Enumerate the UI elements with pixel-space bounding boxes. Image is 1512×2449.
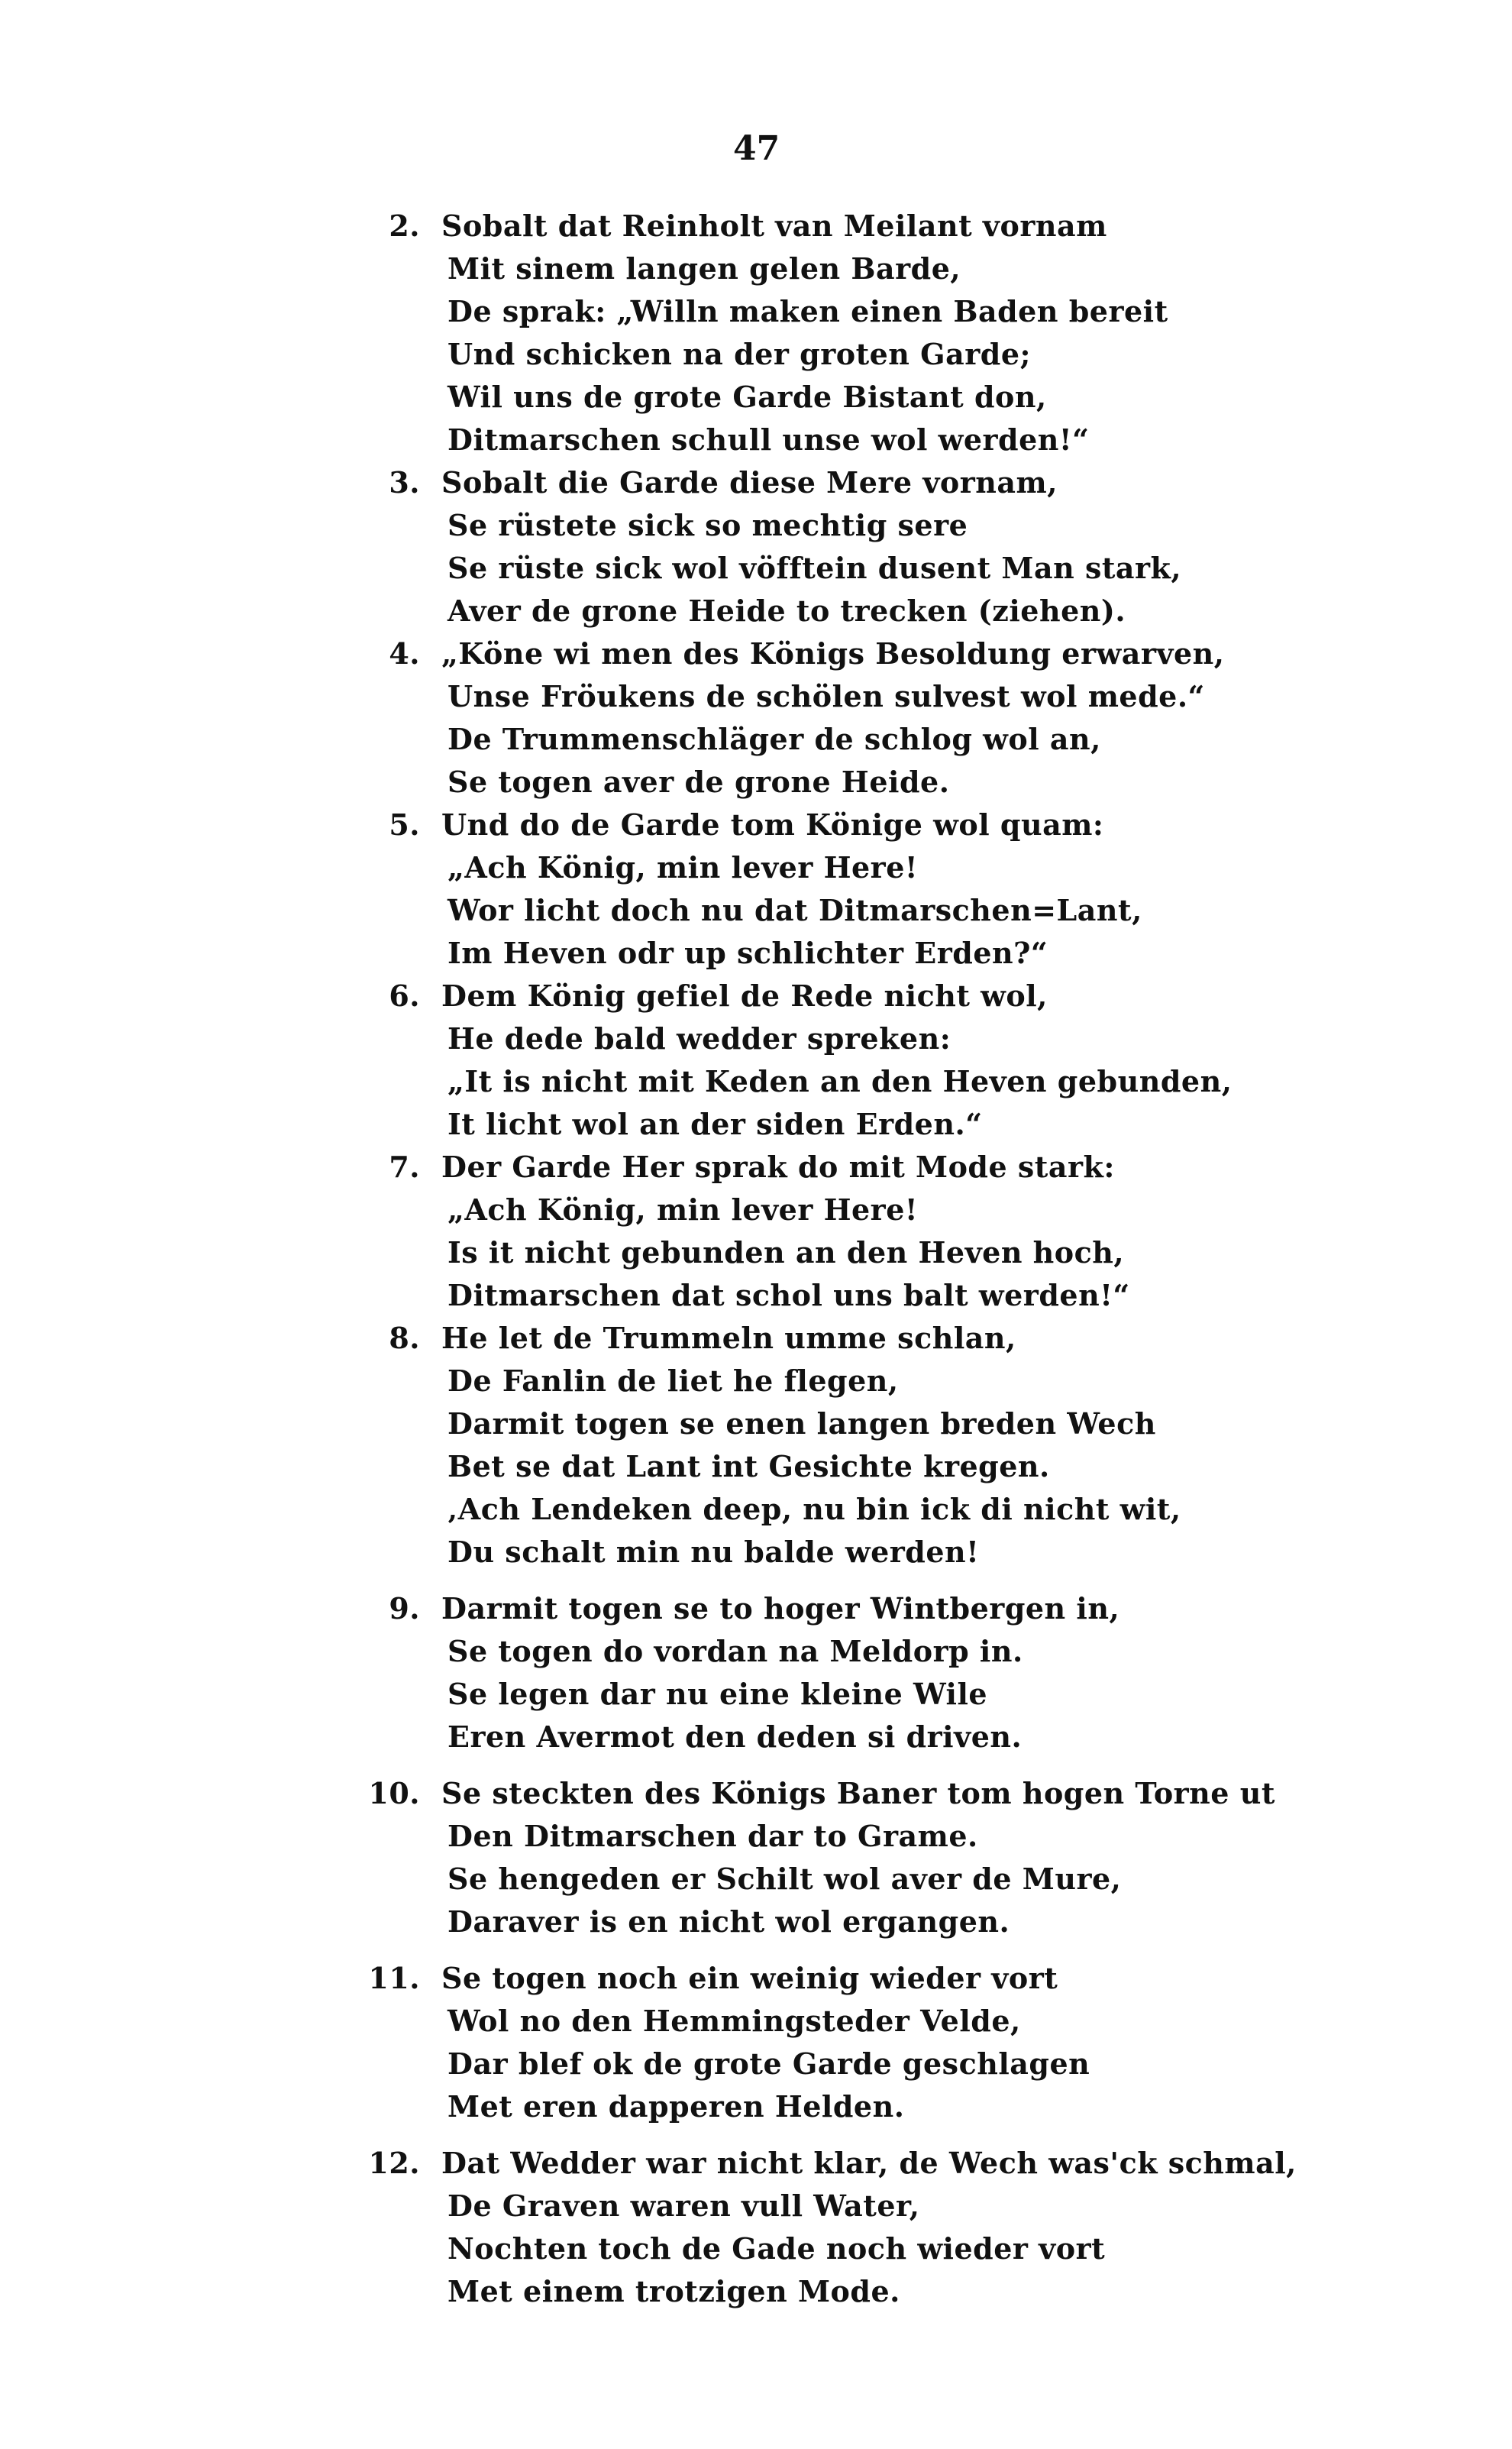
stanza — [359, 205, 1306, 461]
verse-text: Nochten toch de Gade noch wieder vort — [447, 2231, 1106, 2266]
verse-line — [359, 1488, 1306, 1531]
verse-text: Aver de grone Heide to trecken (ziehen). — [447, 594, 1126, 628]
verse-line — [359, 1317, 1306, 1360]
verse-text: Eren Avermot den deden si driven. — [447, 1719, 1023, 1754]
stanza-number: 11. — [368, 1961, 420, 1995]
stanza — [359, 1146, 1306, 1317]
verse-line — [359, 376, 1306, 419]
verse-text: Sobalt die Garde diese Mere vornam, — [441, 465, 1058, 500]
poem-body — [359, 205, 1306, 2313]
verse-line — [359, 761, 1306, 804]
verse-line — [359, 1630, 1306, 1673]
verse-text: Wol no den Hemmingsteder Velde, — [447, 2004, 1021, 2038]
stanza-number: 3. — [389, 465, 420, 500]
stanza — [359, 632, 1306, 804]
verse-text: De Fanlin de liet he flegen, — [447, 1364, 899, 1398]
verse-line — [359, 419, 1306, 461]
verse-text: Der Garde Her sprak do mit Mode stark: — [441, 1150, 1115, 1184]
verse-text: Dat Wedder war nicht klar, de Wech was'ck schmal, — [441, 2146, 1297, 2180]
verse-text: Den Ditmarschen dar to Grame. — [447, 1819, 978, 1853]
verse-line — [359, 205, 1306, 247]
verse-text: „Köne wi men des Königs Besoldung erwarven, — [441, 636, 1225, 671]
verse-text: Se steckten des Königs Baner tom hogen Torne ut — [441, 1776, 1275, 1810]
verse-text: „Ach König, min lever Here! — [447, 1192, 919, 1227]
verse-text: Wor licht doch nu dat Ditmarschen=Lant, — [447, 893, 1142, 927]
verse-text: ‚Ach Lendeken deep, nu bin ick di nicht wit, — [447, 1492, 1181, 1526]
verse-line — [359, 2085, 1306, 2128]
verse-text: Dar blef ok de grote Garde geschlagen — [447, 2046, 1090, 2081]
stanza-number: 12. — [368, 2146, 420, 2180]
verse-line — [359, 675, 1306, 718]
verse-text: Bet se dat Lant int Gesichte kregen. — [447, 1449, 1050, 1483]
verse-text: Im Heven odr up schlichter Erden?“ — [447, 936, 1048, 970]
verse-text: Met eren dapperen Helden. — [447, 2089, 905, 2124]
verse-line — [359, 290, 1306, 333]
verse-text: Se rüstete sick so mechtig sere — [447, 508, 968, 542]
verse-text: It licht wol an der siden Erden.“ — [447, 1107, 983, 1141]
verse-text: Ditmarschen dat schol uns balt werden!“ — [447, 1278, 1130, 1312]
stanza — [359, 2142, 1306, 2313]
verse-line — [359, 1716, 1306, 1758]
verse-text: Darmit togen se enen langen breden Wech — [447, 1406, 1156, 1441]
verse-line — [359, 1957, 1306, 2000]
stanza-number: 5. — [389, 807, 420, 842]
verse-line — [359, 1274, 1306, 1317]
verse-line — [359, 1103, 1306, 1146]
verse-text: Mit sinem langen gelen Barde, — [447, 251, 961, 286]
verse-text: De sprak: „Willn maken einen Baden bereit — [447, 294, 1168, 328]
verse-text: Met einem trotzigen Mode. — [447, 2274, 900, 2308]
verse-line — [359, 1772, 1306, 1815]
verse-text: Sobalt dat Reinholt van Meilant vornam — [441, 209, 1107, 243]
verse-line — [359, 2000, 1306, 2043]
verse-text: Unse Fröukens de schölen sulvest wol mede.“ — [447, 679, 1205, 713]
verse-line — [359, 932, 1306, 975]
verse-text: Und schicken na der groten Garde; — [447, 337, 1032, 371]
verse-line — [359, 889, 1306, 932]
page-number: 47 — [733, 129, 780, 168]
verse-line — [359, 1901, 1306, 1943]
verse-line — [359, 1858, 1306, 1901]
verse-text: Du schalt min nu balde werden! — [447, 1535, 980, 1569]
verse-line — [359, 1017, 1306, 1060]
verse-line — [359, 1146, 1306, 1189]
verse-text: Und do de Garde tom Könige wol quam: — [441, 807, 1104, 842]
stanza — [359, 1957, 1306, 2128]
verse-line — [359, 1189, 1306, 1231]
verse-text: Daraver is en nicht wol ergangen. — [447, 1904, 1010, 1939]
verse-line — [359, 1060, 1306, 1103]
stanza-number: 4. — [389, 636, 420, 671]
verse-line — [359, 1673, 1306, 1716]
verse-line — [359, 975, 1306, 1017]
verse-line — [359, 333, 1306, 376]
verse-line — [359, 1531, 1306, 1574]
stanza-number: 2. — [389, 209, 420, 243]
verse-line — [359, 1360, 1306, 1402]
verse-line — [359, 1231, 1306, 1274]
verse-line — [359, 1402, 1306, 1445]
verse-text: „It is nicht mit Keden an den Heven gebunden, — [447, 1064, 1233, 1098]
verse-line — [359, 2142, 1306, 2185]
verse-line — [359, 547, 1306, 590]
stanza — [359, 1587, 1306, 1758]
verse-line — [359, 1815, 1306, 1858]
verse-line — [359, 2185, 1306, 2227]
verse-text: De Graven waren vull Water, — [447, 2189, 920, 2223]
verse-text: Is it nicht gebunden an den Heven hoch, — [447, 1235, 1125, 1270]
verse-text: Se togen do vordan na Meldorp in. — [447, 1634, 1023, 1668]
stanza-number: 10. — [368, 1776, 420, 1810]
verse-text: Darmit togen se to hoger Wintbergen in, — [441, 1591, 1120, 1626]
verse-line — [359, 2043, 1306, 2085]
verse-text: Dem König gefiel de Rede nicht wol, — [441, 979, 1048, 1013]
verse-line — [359, 504, 1306, 547]
verse-line — [359, 247, 1306, 290]
stanza-number: 6. — [389, 979, 420, 1013]
verse-text: De Trummenschläger de schlog wol an, — [447, 722, 1101, 756]
stanza — [359, 461, 1306, 632]
verse-line — [359, 1445, 1306, 1488]
stanza-number: 8. — [389, 1321, 420, 1355]
verse-line — [359, 2227, 1306, 2270]
verse-text: Se rüste sick wol vöfftein dusent Man stark, — [447, 551, 1182, 585]
verse-text: He dede bald wedder spreken: — [447, 1021, 951, 1056]
verse-text: Se togen aver de grone Heide. — [447, 765, 950, 799]
verse-line — [359, 1587, 1306, 1630]
verse-line — [359, 632, 1306, 675]
verse-line — [359, 804, 1306, 846]
verse-text: Se hengeden er Schilt wol aver de Mure, — [447, 1862, 1122, 1896]
verse-line — [359, 590, 1306, 632]
verse-line — [359, 846, 1306, 889]
verse-text: Se togen noch ein weinig wieder vort — [441, 1961, 1058, 1995]
stanza-number: 7. — [389, 1150, 420, 1184]
stanza — [359, 975, 1306, 1146]
verse-text: Ditmarschen schull unse wol werden!“ — [447, 422, 1090, 457]
stanza — [359, 804, 1306, 975]
verse-text: „Ach König, min lever Here! — [447, 850, 919, 885]
verse-line — [359, 718, 1306, 761]
verse-text: Wil uns de grote Garde Bistant don, — [447, 380, 1047, 414]
verse-text: He let de Trummeln umme schlan, — [441, 1321, 1016, 1355]
stanza — [359, 1317, 1306, 1574]
verse-text: Se legen dar nu eine kleine Wile — [447, 1677, 988, 1711]
verse-line — [359, 461, 1306, 504]
verse-line — [359, 2270, 1306, 2313]
stanza-number: 9. — [389, 1591, 420, 1626]
stanza — [359, 1772, 1306, 1943]
